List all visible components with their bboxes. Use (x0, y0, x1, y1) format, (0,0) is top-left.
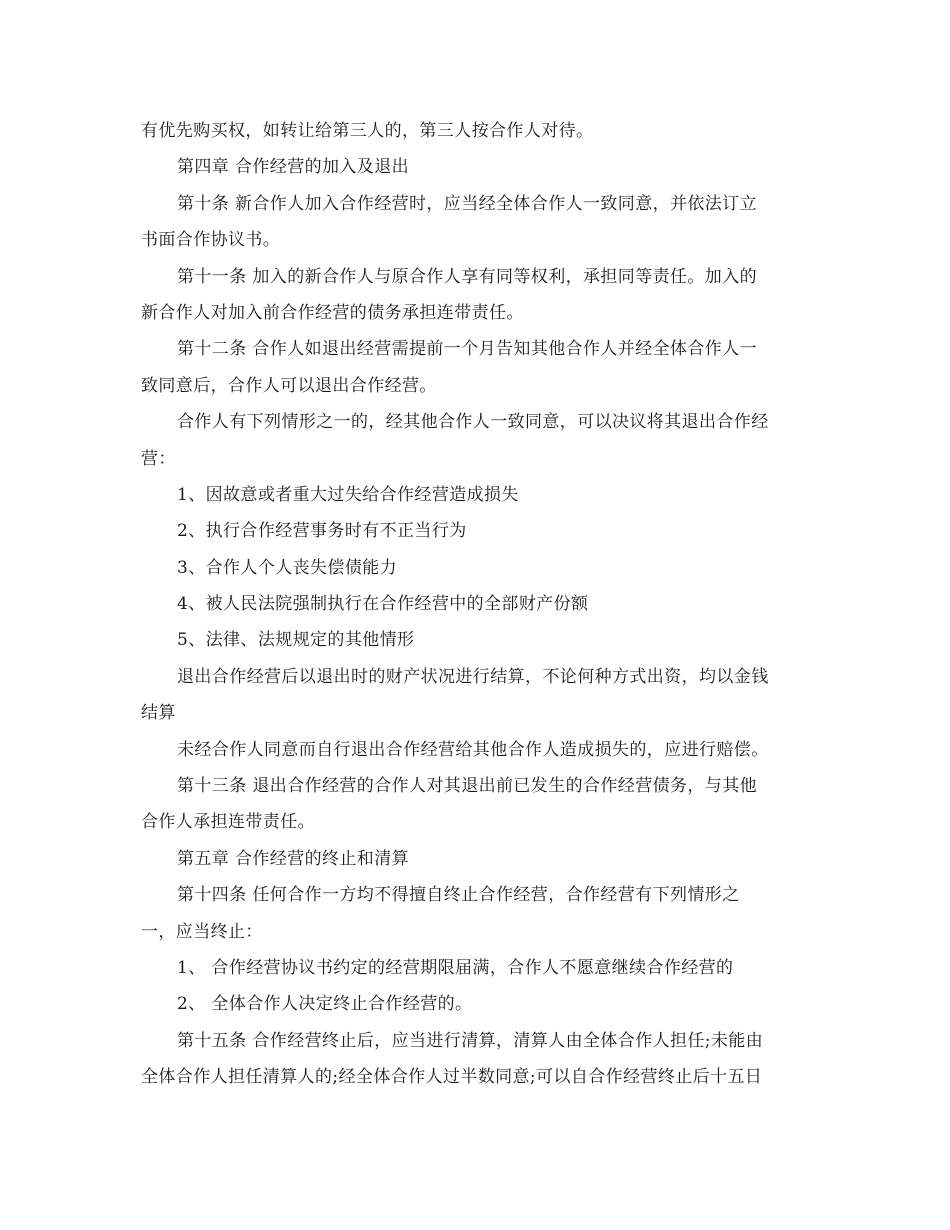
chapter-heading-5: 第五章 合作经营的终止和清算 (177, 848, 410, 869)
article-15-line-1: 第十五条 合作经营终止后，应当进行清算，清算人由全体合作人担任;未能由 (177, 1030, 764, 1051)
article-13-line-2: 合作人承担连带责任。 (141, 812, 315, 833)
article-14-line-1: 第十四条 任何合作一方均不得擅自终止合作经营，合作经营有下列情形之 (177, 885, 740, 906)
article-14-line-2: 一，应当终止： (141, 921, 263, 942)
withdrawal-clause-line-1: 合作人有下列情形之一的，经其他合作人一致同意，可以决议将其退出合作经 (177, 412, 769, 433)
list-item-5: 5、法律、法规规定的其他情形 (177, 630, 415, 651)
list-item-4: 4、被人民法院强制执行在合作经营中的全部财产份额 (177, 594, 589, 615)
article-11-line-1: 第十一条 加入的新合作人与原合作人享有同等权利，承担同等责任。加入的 (177, 266, 758, 287)
article-10-line-2: 书面合作协议书。 (141, 230, 281, 251)
list-item-1: 1、因故意或者重大过失给合作经营造成损失 (177, 484, 519, 505)
list-item-3: 3、合作人个人丧失偿债能力 (177, 557, 398, 578)
article-13-line-1: 第十三条 退出合作经营的合作人对其退出前已发生的合作经营债务，与其他 (177, 776, 758, 797)
settlement-line-2: 结算 (141, 703, 176, 724)
termination-item-1: 1、 合作经营协议书约定的经营期限届满，合作人不愿意继续合作经营的 (177, 957, 734, 978)
settlement-line-1: 退出合作经营后以退出时的财产状况进行结算，不论何种方式出资，均以金钱 (177, 666, 769, 687)
list-item-2: 2、执行合作经营事务时有不正当行为 (177, 521, 467, 542)
compensation-line: 未经合作人同意而自行退出合作经营给其他合作人造成损失的，应进行赔偿。 (177, 739, 769, 760)
article-12-line-1: 第十二条 合作人如退出经营需提前一个月告知其他合作人并经全体合作人一 (177, 339, 758, 360)
document-body (141, 113, 816, 1096)
article-12-line-2: 致同意后，合作人可以退出合作经营。 (141, 375, 437, 396)
article-10-line-1: 第十条 新合作人加入合作经营时，应当经全体合作人一致同意，并依法订立 (177, 193, 758, 214)
termination-item-2: 2、 全体合作人决定终止合作经营的。 (177, 994, 473, 1015)
paragraph-continuation-line: 有优先购买权，如转让给第三人的，第三人按合作人对待。 (141, 121, 594, 141)
article-11-line-2: 新合作人对加入前合作经营的债务承担连带责任。 (141, 302, 524, 323)
chapter-heading-4: 第四章 合作经营的加入及退出 (177, 157, 410, 178)
withdrawal-clause-line-2: 营： (141, 448, 176, 469)
article-15-line-2: 全体合作人担任清算人的;经全体合作人过半数同意;可以自合作经营终止后十五日 (141, 1067, 763, 1088)
